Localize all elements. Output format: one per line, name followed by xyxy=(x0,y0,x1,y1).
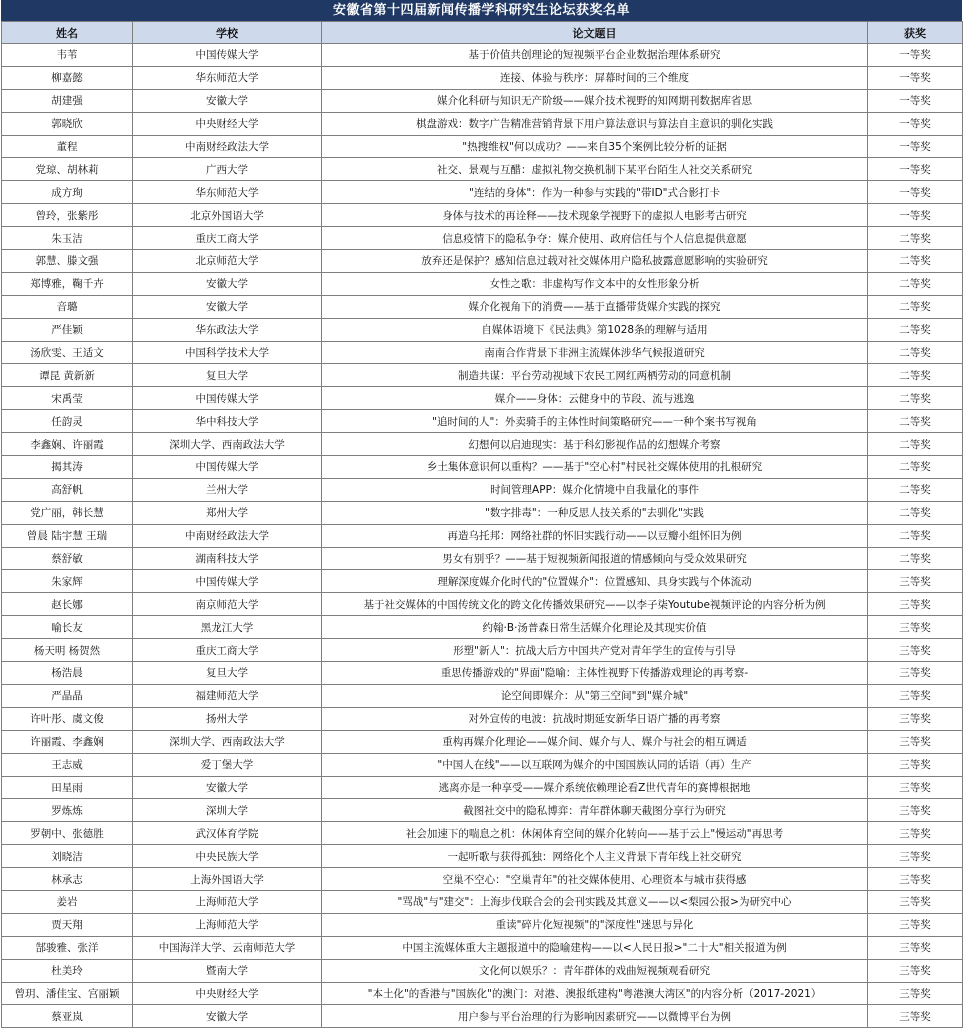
cell-award: 三等奖 xyxy=(868,753,963,776)
cell-school: 北京外国语大学 xyxy=(133,204,322,227)
cell-school: 爱丁堡大学 xyxy=(133,753,322,776)
cell-award: 三等奖 xyxy=(868,845,963,868)
cell-title: 身体与技术的再诠释——技术现象学视野下的虚拟人电影考古研究 xyxy=(322,204,868,227)
table-row xyxy=(2,250,963,273)
table-row xyxy=(2,89,963,112)
cell-title: 男女有别乎？——基于短视频新闻报道的情感倾向与受众效果研究 xyxy=(322,547,868,570)
cell-school: 复旦大学 xyxy=(133,662,322,685)
cell-award: 一等奖 xyxy=(868,89,963,112)
cell-title: "本土化"的香港与"国族化"的澳门：对港、澳报纸建构"粤港澳大湾区"的内容分析（2017-2021） xyxy=(322,982,868,1005)
cell-award: 二等奖 xyxy=(868,295,963,318)
cell-name: 严佳颖 xyxy=(2,318,133,341)
cell-award: 三等奖 xyxy=(868,913,963,936)
table-row xyxy=(2,204,963,227)
table-row xyxy=(2,272,963,295)
table-row xyxy=(2,822,963,845)
col-header-award: 获奖 xyxy=(868,22,963,44)
cell-title: 空巢不空心："空巢青年"的社交媒体使用、心理资本与城市获得感 xyxy=(322,868,868,891)
cell-name: 王志威 xyxy=(2,753,133,776)
cell-title: 对外宣传的电波：抗战时期延安新华日语广播的再考察 xyxy=(322,707,868,730)
table-row xyxy=(2,135,963,158)
cell-award: 三等奖 xyxy=(868,936,963,959)
cell-name: 罗朝中、张德胜 xyxy=(2,822,133,845)
cell-title: 乡土集体意识何以重构？——基于"空心村"村民社交媒体使用的扎根研究 xyxy=(322,456,868,479)
cell-school: 重庆工商大学 xyxy=(133,227,322,250)
cell-school: 安徽大学 xyxy=(133,1005,322,1028)
cell-title: 社交、景观与互醋：虚拟礼物交换机制下某平台陌生人社交关系研究 xyxy=(322,158,868,181)
cell-title: 论空间即媒介：从"第三空间"到"媒介城" xyxy=(322,684,868,707)
table-row xyxy=(2,684,963,707)
cell-name: 朱玉洁 xyxy=(2,227,133,250)
cell-school: 深圳大学 xyxy=(133,799,322,822)
table-row xyxy=(2,341,963,364)
cell-name: 贾天翔 xyxy=(2,913,133,936)
cell-title: 自媒体语境下《民法典》第1028条的理解与适用 xyxy=(322,318,868,341)
cell-school: 华东师范大学 xyxy=(133,66,322,89)
table-row xyxy=(2,982,963,1005)
cell-award: 三等奖 xyxy=(868,822,963,845)
cell-school: 深圳大学、西南政法大学 xyxy=(133,433,322,456)
table-row xyxy=(2,936,963,959)
cell-name: 杨天明 杨贺然 xyxy=(2,639,133,662)
cell-award: 二等奖 xyxy=(868,456,963,479)
cell-award: 三等奖 xyxy=(868,982,963,1005)
cell-title: "骂战"与"建交"：上海步伐联合会的会刊实践及其意义——以<梨园公报>为研究中心 xyxy=(322,890,868,913)
cell-award: 三等奖 xyxy=(868,730,963,753)
cell-name: 揭其涛 xyxy=(2,456,133,479)
cell-school: 复旦大学 xyxy=(133,364,322,387)
cell-title: 放弃还是保护？感知信息过载对社交媒体用户隐私披露意愿影响的实验研究 xyxy=(322,250,868,273)
table-row xyxy=(2,478,963,501)
cell-name: 朱家辉 xyxy=(2,570,133,593)
table-row xyxy=(2,913,963,936)
cell-award: 一等奖 xyxy=(868,158,963,181)
cell-school: 福建师范大学 xyxy=(133,684,322,707)
cell-name: 党琼、胡林莉 xyxy=(2,158,133,181)
award-sheet xyxy=(1,0,962,1028)
cell-school: 华东政法大学 xyxy=(133,318,322,341)
cell-award: 二等奖 xyxy=(868,250,963,273)
cell-name: 柳嘉懿 xyxy=(2,66,133,89)
cell-school: 北京师范大学 xyxy=(133,250,322,273)
cell-name: 蔡亚岚 xyxy=(2,1005,133,1028)
cell-title: "中国人在线"——以互联网为媒介的中国国族认同的话语（再）生产 xyxy=(322,753,868,776)
cell-award: 一等奖 xyxy=(868,44,963,67)
cell-title: 连接、体验与秩序：屏幕时间的三个维度 xyxy=(322,66,868,89)
cell-school: 中国传媒大学 xyxy=(133,456,322,479)
cell-award: 一等奖 xyxy=(868,112,963,135)
table-row xyxy=(2,616,963,639)
cell-award: 三等奖 xyxy=(868,662,963,685)
table-row xyxy=(2,570,963,593)
col-header-name: 姓名 xyxy=(2,22,133,44)
table-row xyxy=(2,44,963,67)
table-row xyxy=(2,547,963,570)
cell-name: 郭晓欣 xyxy=(2,112,133,135)
cell-name: 党广丽，韩长慧 xyxy=(2,501,133,524)
cell-award: 二等奖 xyxy=(868,478,963,501)
cell-title: 媒介化视角下的消费——基于直播带货媒介实践的探究 xyxy=(322,295,868,318)
table-row xyxy=(2,295,963,318)
cell-award: 二等奖 xyxy=(868,524,963,547)
table-row xyxy=(2,364,963,387)
table-row xyxy=(2,112,963,135)
cell-school: 中国传媒大学 xyxy=(133,570,322,593)
cell-school: 中国科学技术大学 xyxy=(133,341,322,364)
cell-name: 蔡舒敏 xyxy=(2,547,133,570)
cell-award: 三等奖 xyxy=(868,890,963,913)
cell-award: 二等奖 xyxy=(868,501,963,524)
cell-award: 一等奖 xyxy=(868,204,963,227)
cell-award: 三等奖 xyxy=(868,707,963,730)
cell-name: 汤欣雯、王适文 xyxy=(2,341,133,364)
header-row xyxy=(2,22,963,44)
cell-school: 中央民族大学 xyxy=(133,845,322,868)
cell-title: "数字排毒"：一种反思人技关系的"去驯化"实践 xyxy=(322,501,868,524)
cell-award: 二等奖 xyxy=(868,433,963,456)
cell-title: 女性之歌：非虚构写作文本中的女性形象分析 xyxy=(322,272,868,295)
cell-award: 三等奖 xyxy=(868,1005,963,1028)
cell-title: 截图社交中的隐私博弈：青年群体聊天截图分享行为研究 xyxy=(322,799,868,822)
table-row xyxy=(2,753,963,776)
cell-school: 黑龙江大学 xyxy=(133,616,322,639)
table-row xyxy=(2,868,963,891)
cell-title: 逃离亦是一种享受——媒介系统依赖理论看Z世代青年的赛博根据地 xyxy=(322,776,868,799)
cell-school: 中国海洋大学、云南师范大学 xyxy=(133,936,322,959)
col-header-school: 学校 xyxy=(133,22,322,44)
cell-title: 媒介化科研与知识无产阶级——媒介技术视野的知网期刊数据库省思 xyxy=(322,89,868,112)
cell-title: 信息疫情下的隐私争夺：媒介使用、政府信任与个人信息提供意愿 xyxy=(322,227,868,250)
table-row xyxy=(2,387,963,410)
cell-title: 社会加速下的喘息之机：休闲体育空间的媒介化转向——基于云上"慢运动"再思考 xyxy=(322,822,868,845)
cell-school: 安徽大学 xyxy=(133,295,322,318)
sheet-title: 安徽省第十四届新闻传播学科研究生论坛获奖名单 xyxy=(1,0,962,21)
cell-school: 华中科技大学 xyxy=(133,410,322,433)
cell-name: 刘晓洁 xyxy=(2,845,133,868)
cell-title: 理解深度媒介化时代的"位置媒介"：位置感知、具身实践与个体流动 xyxy=(322,570,868,593)
table-row xyxy=(2,456,963,479)
cell-school: 安徽大学 xyxy=(133,89,322,112)
cell-award: 三等奖 xyxy=(868,684,963,707)
table-row xyxy=(2,181,963,204)
table-row xyxy=(2,1005,963,1028)
table-row xyxy=(2,410,963,433)
cell-name: 音璐 xyxy=(2,295,133,318)
cell-name: 罗炼炼 xyxy=(2,799,133,822)
cell-school: 深圳大学、西南政法大学 xyxy=(133,730,322,753)
cell-school: 中央财经大学 xyxy=(133,982,322,1005)
cell-title: 重读"碎片化短视频"的"深度性"迷思与异化 xyxy=(322,913,868,936)
cell-title: 一起听歌与获得孤独：网络化个人主义背景下青年线上社交研究 xyxy=(322,845,868,868)
cell-title: 基于价值共创理论的短视频平台企业数据治理体系研究 xyxy=(322,44,868,67)
cell-title: "连结的身体"：作为一种参与实践的"带ID"式合影打卡 xyxy=(322,181,868,204)
cell-award: 三等奖 xyxy=(868,639,963,662)
cell-award: 三等奖 xyxy=(868,570,963,593)
cell-name: 赵长娜 xyxy=(2,593,133,616)
table-row xyxy=(2,501,963,524)
cell-name: 任韵灵 xyxy=(2,410,133,433)
cell-award: 三等奖 xyxy=(868,868,963,891)
cell-school: 中国传媒大学 xyxy=(133,44,322,67)
cell-award: 二等奖 xyxy=(868,272,963,295)
table-row xyxy=(2,730,963,753)
cell-award: 三等奖 xyxy=(868,799,963,822)
cell-name: 曾玲，张紫彤 xyxy=(2,204,133,227)
cell-name: 喻长友 xyxy=(2,616,133,639)
cell-award: 二等奖 xyxy=(868,318,963,341)
cell-name: 杨浩晨 xyxy=(2,662,133,685)
table-row xyxy=(2,593,963,616)
cell-title: 再造乌托邦：网络社群的怀旧实践行动——以豆瓣小组怀旧为例 xyxy=(322,524,868,547)
table-row xyxy=(2,158,963,181)
award-rows xyxy=(2,44,963,1028)
cell-name: 林承志 xyxy=(2,868,133,891)
cell-award: 三等奖 xyxy=(868,616,963,639)
cell-name: 曾晨 陆宇慧 王瑞 xyxy=(2,524,133,547)
table-row xyxy=(2,318,963,341)
cell-title: "追时间的人"：外卖骑手的主体性时间策略研究——一种个案书写视角 xyxy=(322,410,868,433)
table-row xyxy=(2,890,963,913)
cell-award: 二等奖 xyxy=(868,364,963,387)
table-row xyxy=(2,433,963,456)
cell-name: 李鑫娴、许丽霞 xyxy=(2,433,133,456)
cell-name: 高舒帆 xyxy=(2,478,133,501)
table-row xyxy=(2,524,963,547)
cell-title: 约翰·B·汤普森日常生活媒介化理论及其现实价值 xyxy=(322,616,868,639)
cell-name: 成方珣 xyxy=(2,181,133,204)
table-row xyxy=(2,959,963,982)
cell-award: 一等奖 xyxy=(868,66,963,89)
cell-award: 二等奖 xyxy=(868,227,963,250)
cell-name: 胡建强 xyxy=(2,89,133,112)
cell-name: 许丽霞、李鑫娴 xyxy=(2,730,133,753)
cell-school: 南京师范大学 xyxy=(133,593,322,616)
cell-school: 扬州大学 xyxy=(133,707,322,730)
cell-title: 重构再媒介化理论——媒介间、媒介与人、媒介与社会的相互调适 xyxy=(322,730,868,753)
cell-school: 中南财经政法大学 xyxy=(133,135,322,158)
table-row xyxy=(2,227,963,250)
cell-school: 中央财经大学 xyxy=(133,112,322,135)
table-row xyxy=(2,707,963,730)
cell-school: 安徽大学 xyxy=(133,776,322,799)
cell-award: 二等奖 xyxy=(868,410,963,433)
cell-award: 二等奖 xyxy=(868,387,963,410)
table-row xyxy=(2,639,963,662)
cell-name: 谭昆 黄新新 xyxy=(2,364,133,387)
cell-school: 上海师范大学 xyxy=(133,890,322,913)
cell-name: 杜美玲 xyxy=(2,959,133,982)
cell-school: 郑州大学 xyxy=(133,501,322,524)
cell-school: 华东师范大学 xyxy=(133,181,322,204)
cell-school: 重庆工商大学 xyxy=(133,639,322,662)
cell-school: 湖南科技大学 xyxy=(133,547,322,570)
award-table xyxy=(1,21,963,1028)
table-row xyxy=(2,776,963,799)
cell-title: 中国主流媒体重大主题报道中的隐喻建构——以<人民日报>"二十大"相关报道为例 xyxy=(322,936,868,959)
cell-name: 严晶晶 xyxy=(2,684,133,707)
cell-school: 兰州大学 xyxy=(133,478,322,501)
cell-title: 棋盘游戏：数字广告精准营销背景下用户算法意识与算法自主意识的驯化实践 xyxy=(322,112,868,135)
table-row xyxy=(2,662,963,685)
table-row xyxy=(2,799,963,822)
cell-award: 二等奖 xyxy=(868,341,963,364)
cell-award: 一等奖 xyxy=(868,181,963,204)
table-row xyxy=(2,845,963,868)
cell-school: 中国传媒大学 xyxy=(133,387,322,410)
cell-award: 一等奖 xyxy=(868,135,963,158)
cell-school: 安徽大学 xyxy=(133,272,322,295)
cell-award: 三等奖 xyxy=(868,959,963,982)
cell-school: 暨南大学 xyxy=(133,959,322,982)
cell-name: 董程 xyxy=(2,135,133,158)
cell-title: 重思传播游戏的"界面"隐喻：主体性视野下传播游戏理论的再考察- xyxy=(322,662,868,685)
cell-school: 中南财经政法大学 xyxy=(133,524,322,547)
cell-award: 三等奖 xyxy=(868,593,963,616)
cell-school: 广西大学 xyxy=(133,158,322,181)
cell-title: 文化何以娱乐？：青年群体的戏曲短视频观看研究 xyxy=(322,959,868,982)
cell-title: 时间管理APP：媒介化情境中自我量化的事件 xyxy=(322,478,868,501)
cell-name: 郑博雅，鞠千卉 xyxy=(2,272,133,295)
cell-name: 姜岩 xyxy=(2,890,133,913)
cell-title: 南南合作背景下非洲主流媒体涉华气候报道研究 xyxy=(322,341,868,364)
cell-award: 二等奖 xyxy=(868,547,963,570)
cell-name: 许叶彤、虞文俊 xyxy=(2,707,133,730)
cell-title: 形塑"新人"：抗战大后方中国共产党对青年学生的宣传与引导 xyxy=(322,639,868,662)
table-row xyxy=(2,66,963,89)
cell-title: "热搜维权"何以成功？——来自35个案例比较分析的证据 xyxy=(322,135,868,158)
cell-name: 郭慧、滕文强 xyxy=(2,250,133,273)
cell-school: 武汉体育学院 xyxy=(133,822,322,845)
cell-title: 基于社交媒体的中国传统文化的跨文化传播效果研究——以李子柒Youtube视频评论的内容分析为例 xyxy=(322,593,868,616)
cell-title: 用户参与平台治理的行为影响因素研究——以微博平台为例 xyxy=(322,1005,868,1028)
cell-name: 宋禹莹 xyxy=(2,387,133,410)
cell-school: 上海外国语大学 xyxy=(133,868,322,891)
cell-name: 田星雨 xyxy=(2,776,133,799)
cell-name: 韦苇 xyxy=(2,44,133,67)
cell-title: 制造共谋：平台劳动视域下农民工网红两栖劳动的同意机制 xyxy=(322,364,868,387)
cell-name: 郜骏雅、张洋 xyxy=(2,936,133,959)
cell-name: 曾玥、潘佳宝、宫丽颖 xyxy=(2,982,133,1005)
cell-school: 上海师范大学 xyxy=(133,913,322,936)
cell-title: 幻想何以启迪现实：基于科幻影视作品的幻想媒介考察 xyxy=(322,433,868,456)
cell-award: 三等奖 xyxy=(868,776,963,799)
col-header-title: 论文题目 xyxy=(322,22,868,44)
cell-title: 媒介——身体：云健身中的节段、流与逃逸 xyxy=(322,387,868,410)
